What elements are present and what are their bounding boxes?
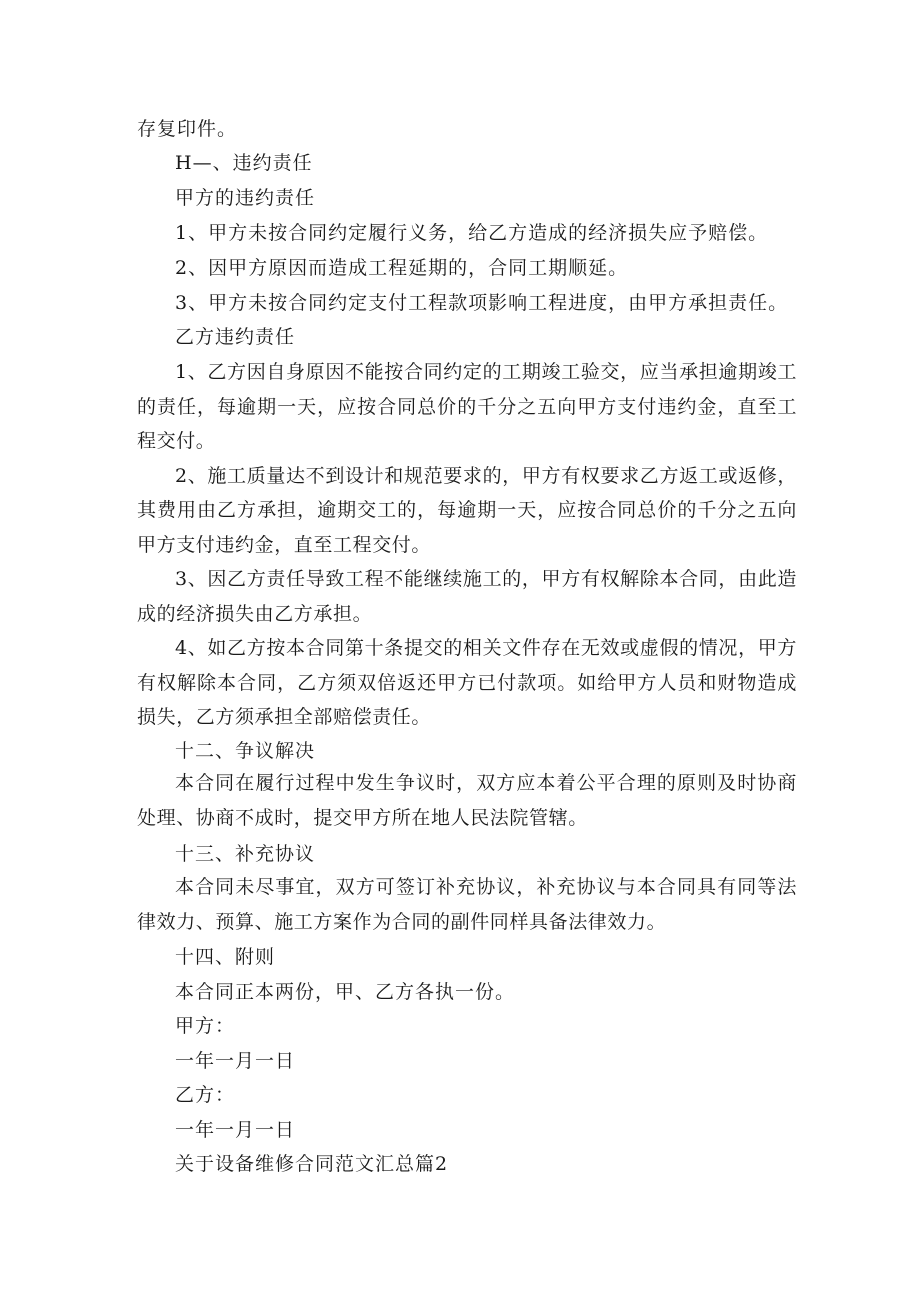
clause-b1: 1、乙方因自身原因不能按合同约定的工期竣工验交，应当承担逾期竣工的责任，每逾期一天，应按合同总价的千分之五向甲方支付违约金，直至工程交付。 — [137, 361, 797, 452]
subheading-party-b-liability: 乙方违约责任 — [175, 326, 296, 348]
copies-paragraph: 本合同正本两份，甲、乙方各执一份。 — [175, 981, 516, 1003]
subheading-party-a-liability: 甲方的违约责任 — [175, 187, 316, 209]
clause-b4: 4、如乙方按本合同第十条提交的相关文件存在无效或虚假的情况，甲方有权解除本合同，乙方须双倍返还甲方已付款项。如给甲方人员和财物造成损失，乙方须承担全部赔偿责任。 — [137, 637, 797, 728]
clause-b2: 2、施工质量达不到设计和规范要求的，甲方有权要求乙方返工或返修，其费用由乙方承担，逾期交工的，每逾期一天，应按合同总价的千分之五向甲方支付违约金，直至工程交付。 — [137, 464, 797, 556]
clause-b3: 3、因乙方责任导致工程不能继续施工的，甲方有权解除本合同，由此造成的经济损失由乙方承担。 — [137, 568, 797, 625]
text-line-continuation: 存复印件。 — [137, 118, 238, 140]
supplement-paragraph: 本合同未尽事宜，双方可签订补充协议，补充协议与本合同具有同等法律效力、预算、施工方案作为合同的副件同样具备法律效力。 — [137, 876, 797, 933]
section-heading-11: H—、违约责任 — [175, 152, 313, 174]
clause-a1: 1、甲方未按合同约定履行义务，给乙方造成的经济损失应予赔偿。 — [175, 222, 769, 244]
section-13-body — [137, 870, 797, 939]
party-a-date: 一年一月一日 — [175, 1050, 296, 1072]
clause-a3: 3、甲方未按合同约定支付工程款项影响工程进度，由甲方承担责任。 — [175, 292, 789, 314]
party-b-signature-label: 乙方： — [175, 1084, 236, 1106]
section-heading-14: 十四、附则 — [175, 946, 276, 968]
party-a-signature-label: 甲方： — [175, 1015, 236, 1037]
section-heading-13: 十三、补充协议 — [175, 843, 316, 865]
party-b-clauses — [137, 355, 797, 735]
section-12-body — [137, 766, 797, 835]
dispute-paragraph: 本合同在履行过程中发生争议时，双方应本着公平合理的原则及时协商处理、协商不成时，提交甲方所在地人民法院管辖。 — [137, 772, 797, 829]
party-b-date: 一年一月一日 — [175, 1119, 296, 1141]
next-article-title: 关于设备维修合同范文汇总篇2 — [175, 1153, 449, 1175]
section-heading-12: 十二、争议解决 — [175, 740, 316, 762]
clause-a2: 2、因甲方原因而造成工程延期的，合同工期顺延。 — [175, 257, 629, 279]
